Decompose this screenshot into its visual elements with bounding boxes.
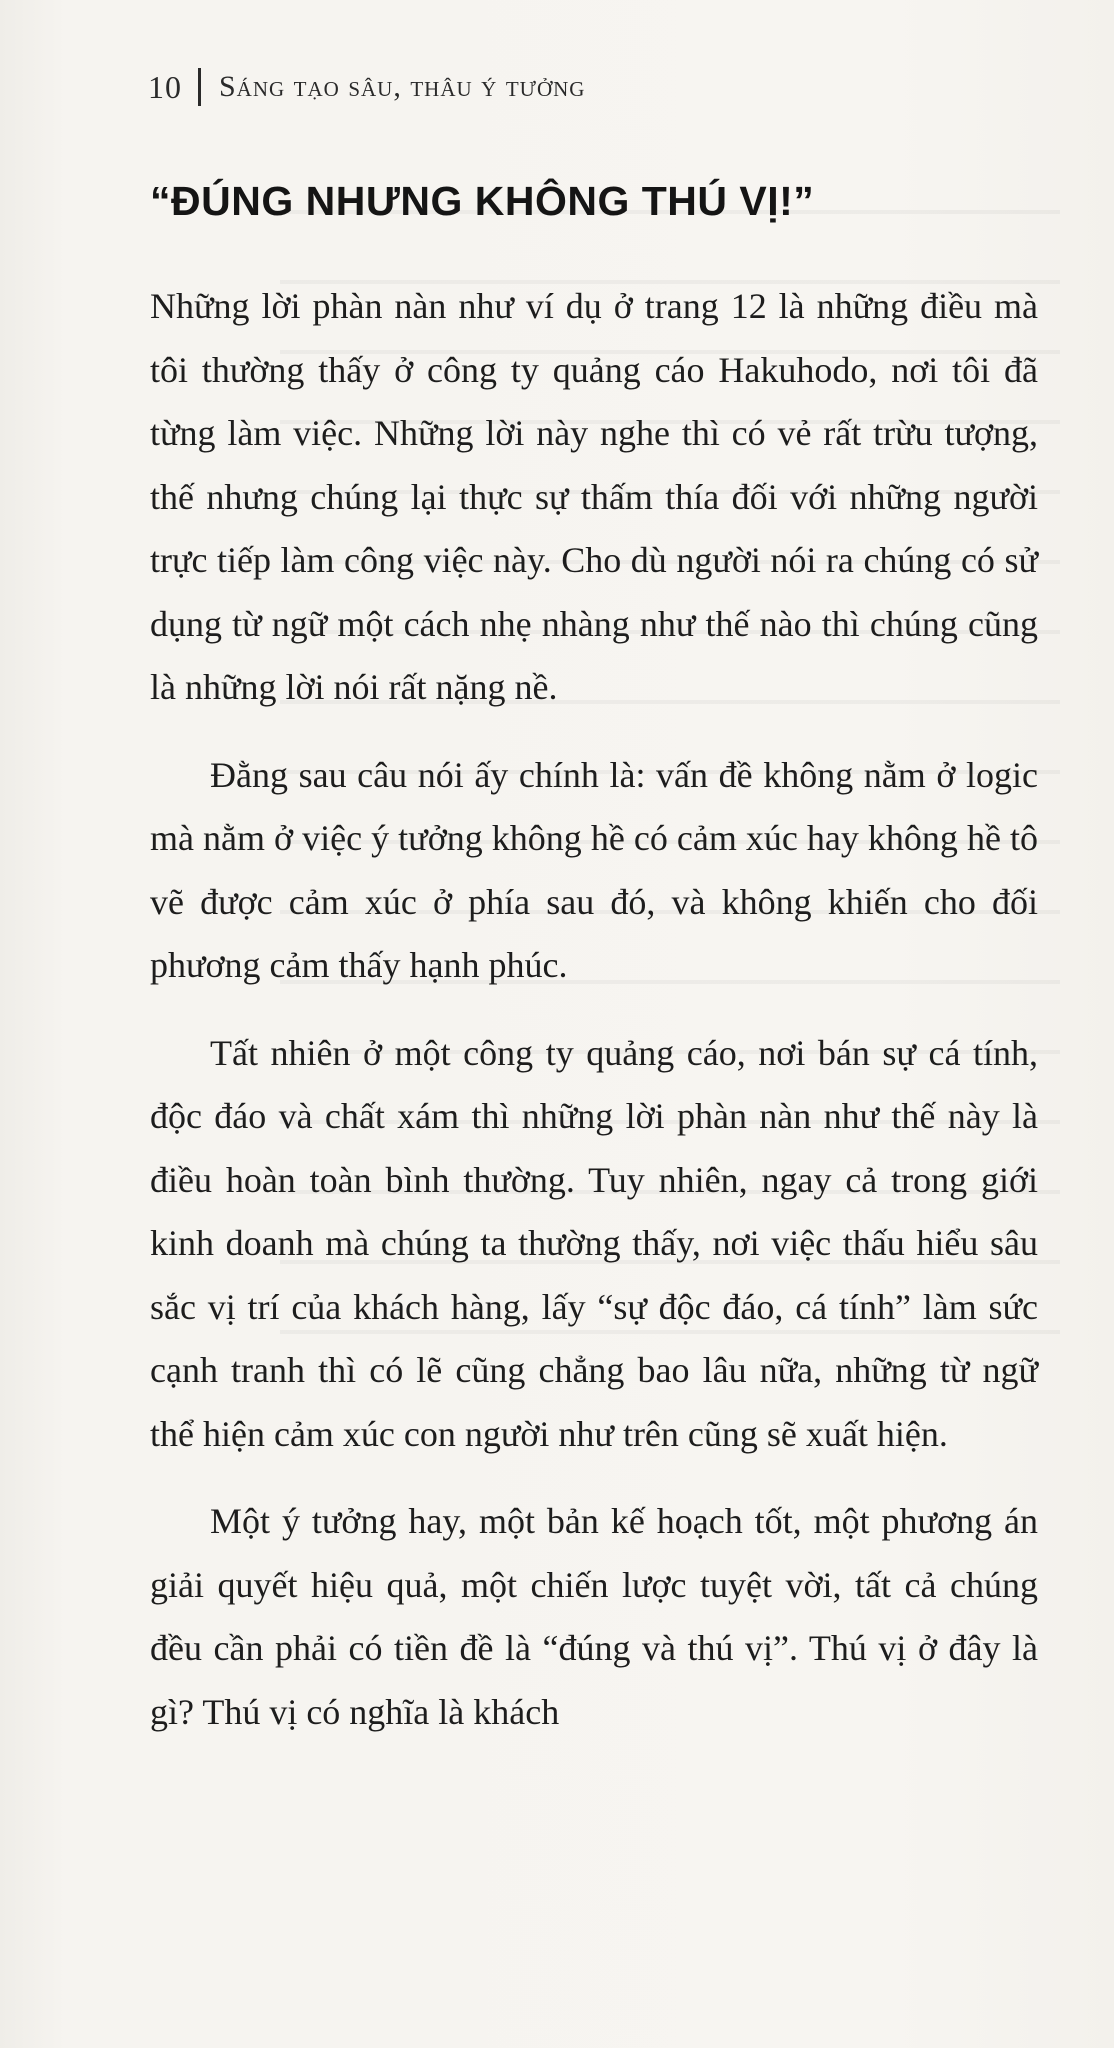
section-heading: “ĐÚNG NHƯNG KHÔNG THÚ VỊ!” [150, 178, 815, 224]
paragraph: Tất nhiên ở một công ty quảng cáo, nơi bán sự cá tính, độc đáo và chất xám thì những lời phàn nàn như thế này là điều hoàn toàn bình thường. Tuy nhiên, ngay cả trong giới kinh doanh mà chúng ta thường thấy, nơi việc thấu hiểu sâu sắc vị trí của khách hàng, lấy “sự độc đáo, cá tính” làm sức cạnh tranh thì có lẽ cũng chẳng bao lâu nữa, những từ ngữ thể hiện cảm xúc con người như trên cũng sẽ xuất hiện. [150, 1032, 1038, 1454]
header-divider [198, 68, 201, 106]
body-text [150, 275, 1038, 1768]
page-number: 10 [148, 68, 182, 105]
paragraph: Một ý tưởng hay, một bản kế hoạch tốt, một phương án giải quyết hiệu quả, một chiến lược tuyệt vời, tất cả chúng đều cần phải có tiền đề là “đúng và thú vị”. Thú vị ở đây là gì? Thú vị có nghĩa là khách [150, 1501, 1038, 1732]
book-title: Sáng tạo sâu, thâu ý tưởng [219, 70, 586, 103]
running-header [148, 62, 585, 112]
paragraph: Những lời phàn nàn như ví dụ ở trang 12 là những điều mà tôi thường thấy ở công ty quảng cáo Hakuhodo, nơi tôi đã từng làm việc. Những lời này nghe thì có vẻ rất trừu tượng, thế nhưng chúng lại thực sự thấm thía đối với những người trực tiếp làm công việc này. Cho dù người nói ra chúng có sử dụng từ ngữ một cách nhẹ nhàng như thế nào thì chúng cũng là những lời nói rất nặng nề. [150, 286, 1038, 707]
paragraph: Đằng sau câu nói ấy chính là: vấn đề không nằm ở logic mà nằm ở việc ý tưởng không hề có cảm xúc hay không hề tô vẽ được cảm xúc ở phía sau đó, và không khiến cho đối phương cảm thấy hạnh phúc. [150, 754, 1038, 985]
